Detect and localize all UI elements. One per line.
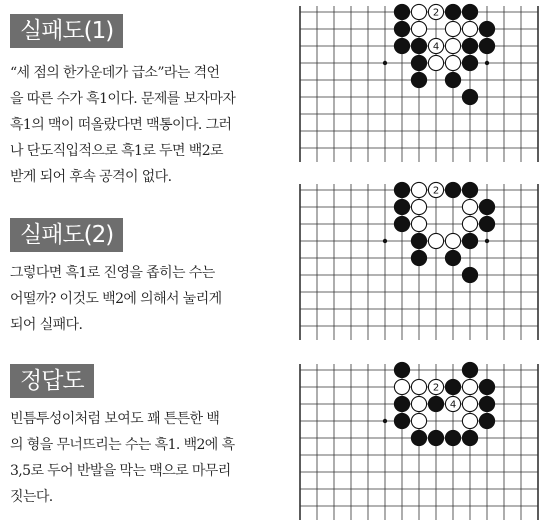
white-stone [428, 379, 443, 394]
star-point [485, 239, 489, 243]
diagram-title: 정답도 [10, 364, 94, 398]
description-line: 을 따른 수가 흑1이다. 문제를 보자마자 [10, 91, 236, 107]
black-stone [394, 199, 409, 214]
black-stone [445, 182, 460, 197]
white-stone [411, 216, 426, 231]
black-stone [394, 182, 409, 197]
description-line: 받게 되어 후속 공격이 없다. [10, 169, 172, 185]
move-number: 4 [432, 41, 440, 53]
white-stone [411, 413, 426, 428]
white-stone [428, 55, 443, 70]
black-stone [445, 4, 460, 19]
black-stone [428, 430, 443, 445]
white-stone [411, 21, 426, 36]
star-point [383, 419, 387, 423]
white-stone [411, 396, 426, 411]
diagram-description [10, 60, 278, 190]
go-board [298, 360, 542, 520]
black-stone [462, 182, 477, 197]
black-stone [411, 430, 426, 445]
black-stone [479, 199, 494, 214]
go-board [298, 180, 542, 340]
black-stone [445, 72, 460, 87]
white-stone [411, 379, 426, 394]
black-stone [462, 4, 477, 19]
description-line: 흑1의 맥이 떠올랐다면 맥통이다. 그러 [10, 117, 232, 133]
white-stone [462, 21, 477, 36]
white-stone [462, 413, 477, 428]
white-stone [445, 55, 460, 70]
black-stone [411, 38, 426, 53]
black-stone [445, 430, 460, 445]
white-stone [462, 379, 477, 394]
black-stone [394, 362, 409, 377]
white-stone [428, 233, 443, 248]
black-stone [411, 250, 426, 265]
black-stone [462, 38, 477, 53]
white-stone [462, 396, 477, 411]
diagram-title: 실패도(1) [10, 14, 123, 48]
move-number: 2 [432, 185, 440, 197]
black-stone [479, 216, 494, 231]
black-stone [445, 250, 460, 265]
description-line: 의 형을 무너뜨리는 수는 흑1. 백2에 흑 [10, 437, 235, 453]
black-stone [394, 413, 409, 428]
white-stone [411, 4, 426, 19]
black-stone [462, 430, 477, 445]
star-point [383, 239, 387, 243]
white-stone [428, 38, 443, 53]
black-stone [411, 55, 426, 70]
black-stone [462, 233, 477, 248]
description-line: 빈틈투성이처럼 보여도 꽤 튼튼한 백 [10, 411, 220, 427]
white-stone [445, 233, 460, 248]
description-line: 나 단도직입적으로 흑1로 두면 백2로 [10, 143, 223, 159]
white-stone [411, 199, 426, 214]
star-point [383, 61, 387, 65]
white-stone [428, 182, 443, 197]
black-stone [394, 38, 409, 53]
white-stone [445, 21, 460, 36]
move-number: 4 [449, 399, 457, 411]
description-line: 짓는다. [10, 489, 53, 505]
black-stone [479, 396, 494, 411]
black-stone [462, 55, 477, 70]
diagram-description [10, 260, 278, 338]
black-stone [479, 21, 494, 36]
white-stone [394, 379, 409, 394]
diagram-description [10, 406, 278, 510]
black-stone [479, 38, 494, 53]
go-board [298, 2, 542, 162]
white-stone [411, 182, 426, 197]
description-line: 어떨까? 이것도 백2에 의해서 눌리게 [10, 291, 222, 307]
move-number: 2 [432, 382, 440, 394]
white-stone [445, 396, 460, 411]
black-stone [394, 396, 409, 411]
description-line: “세 점의 한가운데가 급소”라는 격언 [10, 65, 220, 81]
black-stone [394, 216, 409, 231]
black-stone [462, 89, 477, 104]
move-number: 2 [432, 7, 440, 19]
description-line: 3,5로 두어 반발을 막는 맥으로 마무리 [10, 463, 231, 479]
black-stone [462, 362, 477, 377]
black-stone [394, 21, 409, 36]
black-stone [411, 72, 426, 87]
black-stone [428, 396, 443, 411]
black-stone [411, 233, 426, 248]
star-point [485, 61, 489, 65]
white-stone [462, 216, 477, 231]
white-stone [428, 4, 443, 19]
black-stone [394, 4, 409, 19]
black-stone [479, 413, 494, 428]
diagram-title: 실패도(2) [10, 218, 123, 252]
white-stone [445, 38, 460, 53]
black-stone [445, 379, 460, 394]
white-stone [462, 199, 477, 214]
description-line: 되어 실패다. [10, 317, 83, 333]
black-stone [462, 267, 477, 282]
description-line: 그렇다면 흑1로 진영을 좁히는 수는 [10, 265, 215, 281]
black-stone [479, 379, 494, 394]
